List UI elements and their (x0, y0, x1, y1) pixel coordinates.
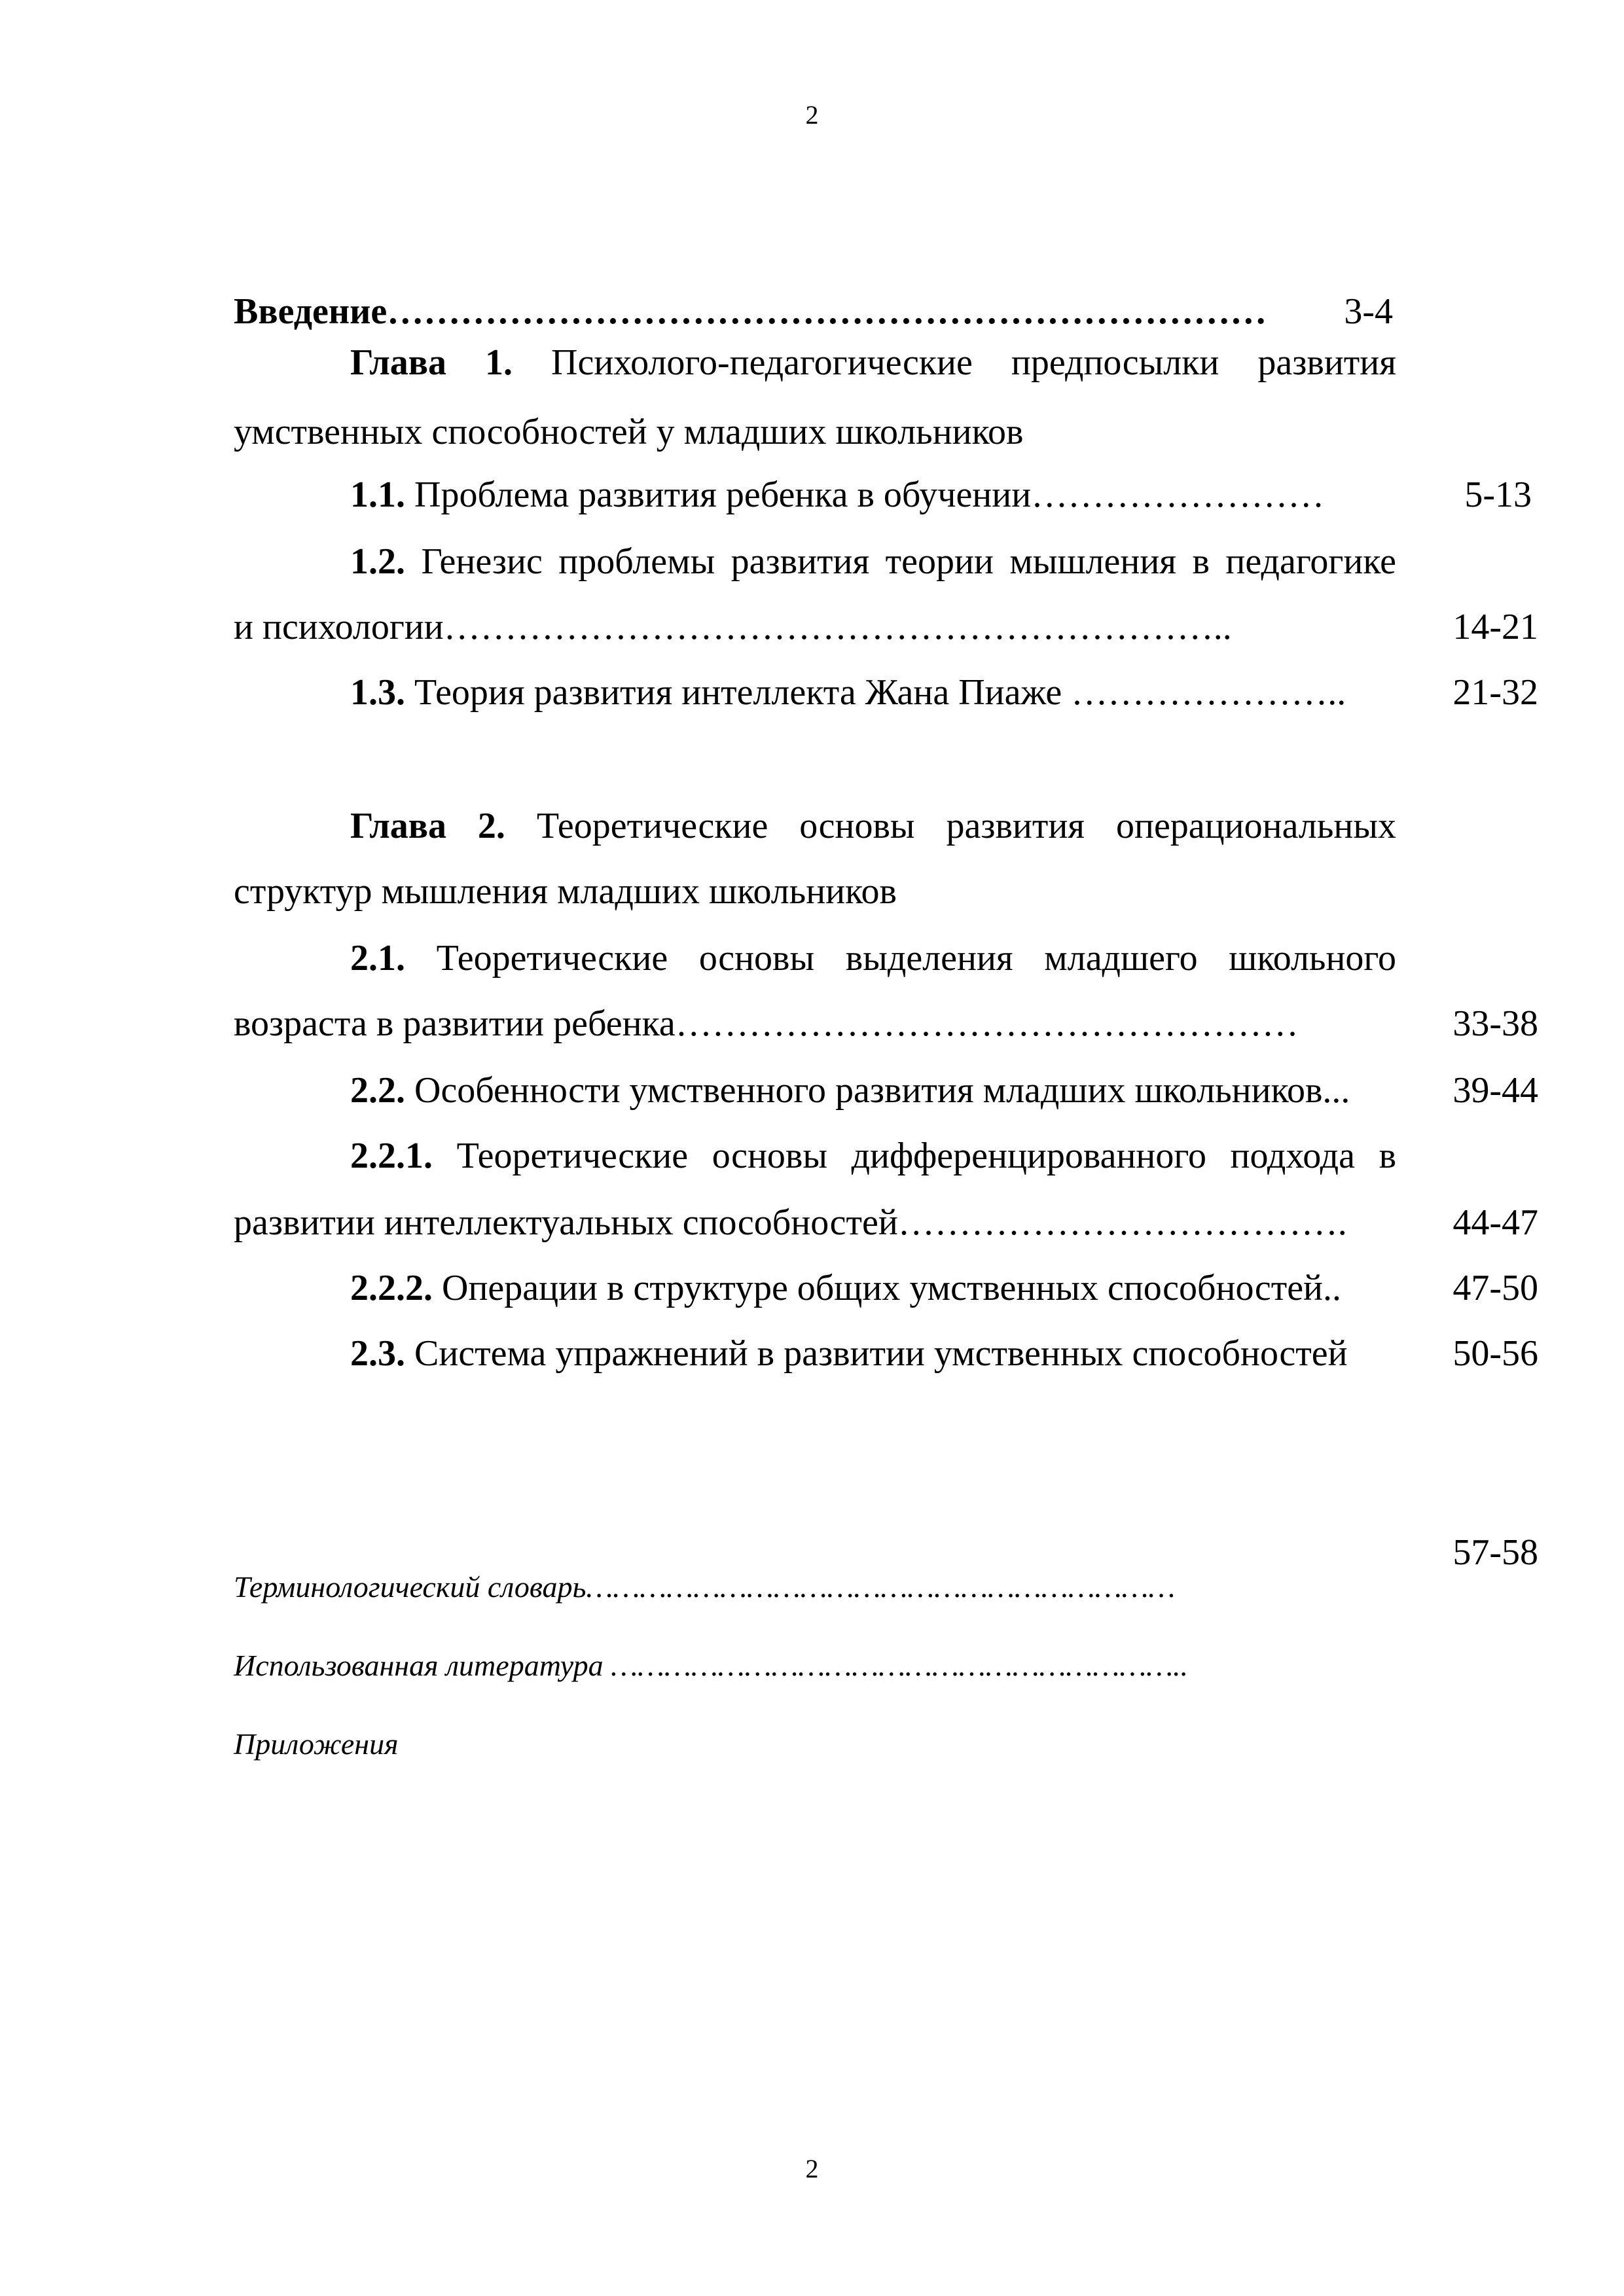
entry-2-1-title-line1: Теоретические основы выделения младшего школьного (436, 938, 1397, 978)
toc-entry-2-1[interactable] (350, 936, 1396, 980)
entry-1-3-title: Теория развития интеллекта Жана Пиаже (414, 672, 1062, 713)
entry-2-3-title: Система упражнений в развитии умственных способностей (414, 1333, 1348, 1374)
toc-entry-2-2[interactable] (350, 1068, 1350, 1113)
entry-2-3-number: 2.3. (350, 1333, 405, 1374)
chapter2-label: Глава 2. (350, 806, 505, 846)
toc-entry-2-2-1[interactable] (350, 1134, 1396, 1178)
entry-1-1-leader-dots: …………………… (1031, 475, 1325, 515)
toc-entry-literature[interactable] (234, 1647, 1188, 1685)
entry-1-2-page-range: 14-21 (1453, 607, 1538, 647)
entry-2-2-page-range: 39-44 (1453, 1070, 1538, 1111)
intro-leader-dots: ……………………………………………………………… (387, 291, 1267, 332)
entry-2-1-leader-dots: …………………………………………… (675, 1003, 1299, 1044)
toc-entry-2-3[interactable] (350, 1331, 1348, 1376)
entry-2-1-number: 2.1. (350, 938, 405, 978)
chapter2-title-line1: Теоретические основы развития операциональных (536, 806, 1396, 846)
entry-2-2-1-title-line2: развитии интеллектуальных способностей (234, 1202, 898, 1243)
toc-entry-glossary[interactable] (234, 1568, 1175, 1606)
entry-1-1-page-range: 5-13 (1464, 475, 1532, 515)
entry-1-1-title: Проблема развития ребенка в обучении (414, 475, 1032, 515)
chapter1-title-line2: умственных способностей у младших школьников (234, 412, 1024, 452)
entry-1-2-leader-dots: ……………………………………………………….. (443, 607, 1232, 647)
toc-entry-intro[interactable] (234, 289, 1267, 334)
chapter2-title-line2: структур мышления младших школьников (234, 871, 897, 912)
literature-label: Использованная литература (234, 1649, 604, 1682)
entry-2-2-title: Особенности умственного развития младших школьников... (414, 1070, 1350, 1111)
entry-2-2-1-page-range: 44-47 (1453, 1202, 1538, 1243)
entry-2-2-2-number: 2.2.2. (350, 1268, 433, 1308)
entry-1-3-page-range: 21-32 (1453, 672, 1538, 713)
page-number-bottom: 2 (805, 2154, 819, 2183)
intro-page-range: 3-4 (1344, 291, 1393, 332)
entry-2-2-2-page-range: 47-50 (1453, 1268, 1538, 1308)
glossary-page-range: 57-58 (1453, 1532, 1538, 1573)
entry-1-2-title-line1: Генезис проблемы развития теории мышления в педагогике (421, 541, 1396, 582)
entry-2-3-page-range: 50-56 (1453, 1333, 1538, 1374)
entry-2-2-1-title-line1: Теоретические основы дифференцированного подхода в (456, 1136, 1397, 1176)
entry-2-1-title-line2: возраста в развитии ребенка (234, 1003, 676, 1044)
toc-entry-1-2[interactable] (350, 539, 1396, 584)
toc-entry-2-2-2[interactable] (350, 1266, 1341, 1310)
entry-1-3-leader-dots: ………………….. (1071, 672, 1346, 713)
entry-1-2-title-line2: и психологии (234, 607, 444, 647)
chapter1-label: Глава 1. (350, 342, 513, 383)
glossary-label: Терминологический словарь (234, 1570, 586, 1604)
entry-2-2-number: 2.2. (350, 1070, 405, 1111)
toc-entry-2-2-1-cont[interactable] (234, 1200, 1347, 1245)
toc-entry-attachments[interactable] (234, 1725, 399, 1763)
entry-1-2-number: 1.2. (350, 541, 405, 582)
chapter2-heading[interactable] (350, 804, 1396, 848)
chapter1-title-line1: Психолого-педагогические предпосылки развития (551, 342, 1397, 383)
entry-2-2-1-number: 2.2.1. (350, 1136, 433, 1176)
toc-entry-1-1[interactable] (350, 473, 1324, 517)
toc-entry-1-2-cont[interactable] (234, 605, 1232, 649)
entry-1-3-number: 1.3. (350, 672, 405, 713)
toc-entry-1-3[interactable] (350, 670, 1346, 715)
entry-1-1-number: 1.1. (350, 475, 405, 515)
intro-label: Введение (234, 291, 388, 332)
toc-entry-2-1-cont[interactable] (234, 1001, 1299, 1046)
attachments-label: Приложения (234, 1727, 399, 1761)
chapter1-heading[interactable] (350, 340, 1396, 385)
entry-2-1-page-range: 33-38 (1453, 1003, 1538, 1044)
entry-2-2-2-title: Операции в структуре общих умственных способностей.. (442, 1268, 1342, 1308)
page-number-top: 2 (805, 100, 819, 130)
literature-leader-dots: ……………………………………………………….. (611, 1649, 1189, 1682)
glossary-leader-dots: ………………………………………………………… (586, 1570, 1176, 1604)
entry-2-2-1-leader-dots: ………………………………. (897, 1202, 1347, 1243)
